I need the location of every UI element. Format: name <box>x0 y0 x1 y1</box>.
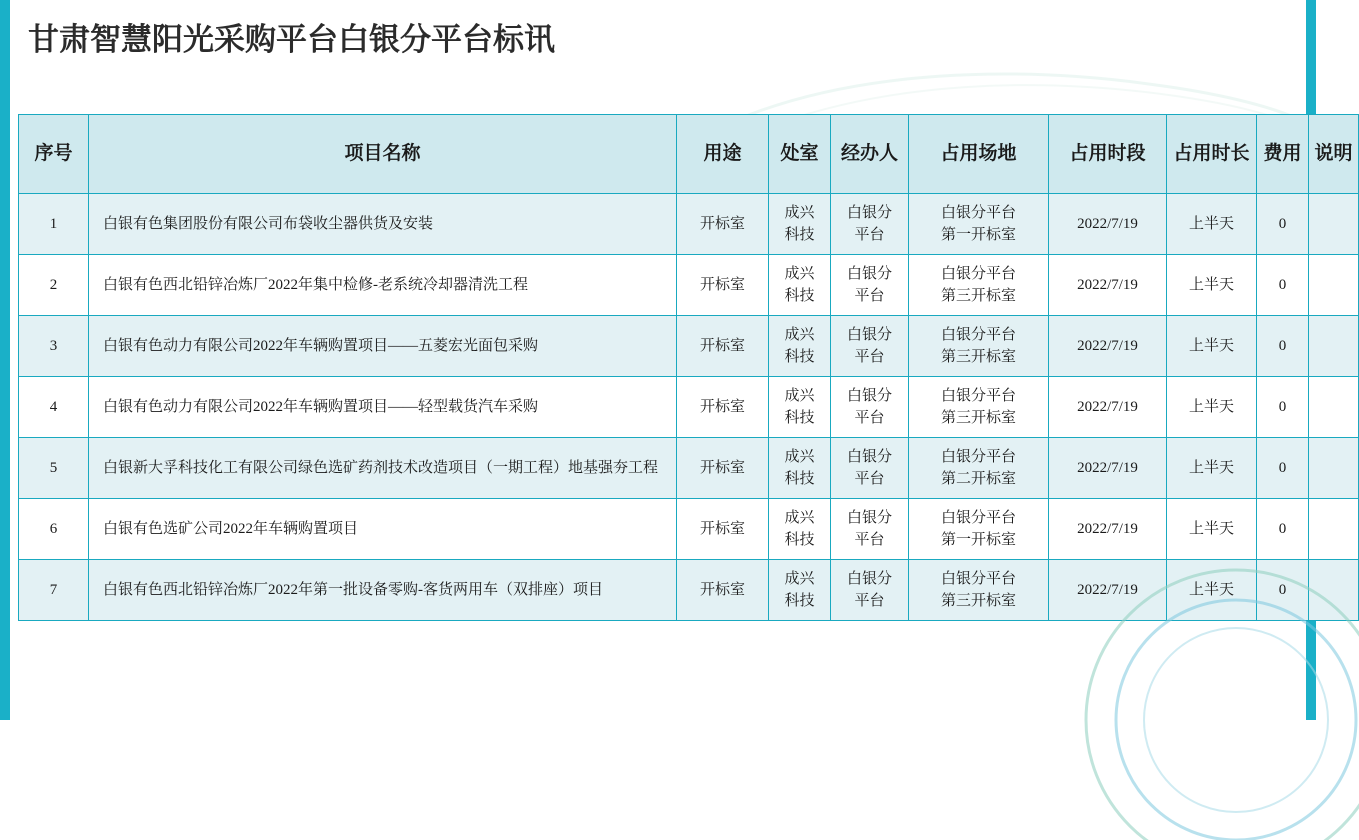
cell-note <box>1309 560 1359 621</box>
table-row <box>19 316 1359 377</box>
cell-dept <box>769 438 831 499</box>
cell-dept-line2: 科技 <box>784 593 815 609</box>
slide-page <box>10 0 1353 720</box>
cell-dept-line1: 成兴 <box>784 326 815 343</box>
cell-fee: 0 <box>1257 499 1309 560</box>
cell-agent-line1: 白银分 <box>846 387 892 404</box>
cell-date: 2022/7/19 <box>1049 499 1167 560</box>
cell-place-line1: 白银分平台 <box>940 509 1016 526</box>
cell-duration: 上半天 <box>1167 560 1257 621</box>
cell-note <box>1309 377 1359 438</box>
table-header <box>19 115 1359 194</box>
cell-agent-line1: 白银分 <box>846 265 892 282</box>
cell-project-name: 白银有色动力有限公司2022年车辆购置项目——五菱宏光面包采购 <box>89 316 677 377</box>
cell-dept-line1: 成兴 <box>784 448 815 465</box>
cell-date: 2022/7/19 <box>1049 316 1167 377</box>
cell-note <box>1309 438 1359 499</box>
cell-agent <box>831 560 909 621</box>
cell-place-line2: 第三开标室 <box>940 349 1016 365</box>
cell-duration: 上半天 <box>1167 438 1257 499</box>
cell-dept-line1: 成兴 <box>784 387 815 404</box>
cell-agent <box>831 377 909 438</box>
cell-agent <box>831 316 909 377</box>
col-header-use: 用途 <box>677 115 769 194</box>
cell-dept-line1: 成兴 <box>784 509 815 526</box>
cell-dept-line2: 科技 <box>784 410 815 426</box>
cell-dept-line2: 科技 <box>784 349 815 365</box>
cell-agent-line1: 白银分 <box>846 326 892 343</box>
col-header-duration: 占用时长 <box>1167 115 1257 194</box>
cell-place-line2: 第三开标室 <box>940 288 1016 304</box>
cell-project-name: 白银有色选矿公司2022年车辆购置项目 <box>89 499 677 560</box>
schedule-table-container <box>18 114 1353 621</box>
cell-seq: 3 <box>19 316 89 377</box>
cell-use: 开标室 <box>677 560 769 621</box>
col-header-place: 占用场地 <box>909 115 1049 194</box>
cell-place-line2: 第三开标室 <box>940 410 1016 426</box>
cell-agent-line2: 平台 <box>854 349 885 365</box>
cell-use: 开标室 <box>677 316 769 377</box>
cell-place-line1: 白银分平台 <box>940 326 1016 343</box>
cell-seq: 7 <box>19 560 89 621</box>
table-row <box>19 194 1359 255</box>
cell-place-line1: 白银分平台 <box>940 448 1016 465</box>
cell-fee: 0 <box>1257 255 1309 316</box>
cell-place-line2: 第三开标室 <box>940 593 1016 609</box>
cell-agent-line1: 白银分 <box>846 448 892 465</box>
left-accent-bar <box>0 0 10 720</box>
cell-agent-line2: 平台 <box>854 593 885 609</box>
cell-fee: 0 <box>1257 377 1309 438</box>
table-row <box>19 255 1359 316</box>
cell-project-name: 白银有色西北铅锌冶炼厂2022年第一批设备零购-客货两用车（双排座）项目 <box>89 560 677 621</box>
cell-duration: 上半天 <box>1167 255 1257 316</box>
cell-place <box>909 560 1049 621</box>
cell-use: 开标室 <box>677 377 769 438</box>
cell-project-name: 白银有色动力有限公司2022年车辆购置项目——轻型载货汽车采购 <box>89 377 677 438</box>
col-header-dept: 处室 <box>769 115 831 194</box>
cell-place <box>909 377 1049 438</box>
cell-agent-line1: 白银分 <box>846 204 892 221</box>
cell-project-name: 白银有色集团股份有限公司布袋收尘器供货及安装 <box>89 194 677 255</box>
cell-dept-line2: 科技 <box>784 532 815 548</box>
cell-project-name: 白银新大孚科技化工有限公司绿色选矿药剂技术改造项目（一期工程）地基强夯工程 <box>89 438 677 499</box>
cell-place-line2: 第二开标室 <box>940 471 1016 487</box>
cell-use: 开标室 <box>677 499 769 560</box>
cell-place-line1: 白银分平台 <box>940 387 1016 404</box>
cell-agent <box>831 438 909 499</box>
cell-fee: 0 <box>1257 194 1309 255</box>
cell-seq: 5 <box>19 438 89 499</box>
cell-duration: 上半天 <box>1167 316 1257 377</box>
cell-agent-line1: 白银分 <box>846 570 892 587</box>
table-row <box>19 499 1359 560</box>
cell-agent <box>831 194 909 255</box>
cell-place-line1: 白银分平台 <box>940 265 1016 282</box>
page-title: 甘肃智慧阳光采购平台白银分平台标讯 <box>28 22 555 57</box>
table-header-row <box>19 115 1359 194</box>
cell-dept <box>769 377 831 438</box>
cell-agent <box>831 499 909 560</box>
cell-date: 2022/7/19 <box>1049 438 1167 499</box>
cell-date: 2022/7/19 <box>1049 377 1167 438</box>
cell-dept-line1: 成兴 <box>784 570 815 587</box>
table-row <box>19 560 1359 621</box>
cell-dept <box>769 499 831 560</box>
cell-place <box>909 438 1049 499</box>
cell-note <box>1309 194 1359 255</box>
cell-duration: 上半天 <box>1167 194 1257 255</box>
cell-use: 开标室 <box>677 194 769 255</box>
cell-seq: 2 <box>19 255 89 316</box>
cell-use: 开标室 <box>677 438 769 499</box>
table-body <box>19 194 1359 621</box>
cell-project-name: 白银有色西北铅锌冶炼厂2022年集中检修-老系统冷却器清洗工程 <box>89 255 677 316</box>
cell-seq: 4 <box>19 377 89 438</box>
cell-place <box>909 316 1049 377</box>
cell-place-line2: 第一开标室 <box>940 532 1016 548</box>
cell-date: 2022/7/19 <box>1049 560 1167 621</box>
cell-duration: 上半天 <box>1167 499 1257 560</box>
cell-place-line2: 第一开标室 <box>940 227 1016 243</box>
cell-place-line1: 白银分平台 <box>940 204 1016 221</box>
cell-use: 开标室 <box>677 255 769 316</box>
cell-agent-line2: 平台 <box>854 410 885 426</box>
cell-agent-line2: 平台 <box>854 288 885 304</box>
cell-dept <box>769 560 831 621</box>
cell-fee: 0 <box>1257 438 1309 499</box>
col-header-fee: 费用 <box>1257 115 1309 194</box>
schedule-table <box>18 114 1359 621</box>
cell-duration: 上半天 <box>1167 377 1257 438</box>
cell-date: 2022/7/19 <box>1049 255 1167 316</box>
cell-place <box>909 194 1049 255</box>
cell-place <box>909 499 1049 560</box>
cell-seq: 6 <box>19 499 89 560</box>
table-row <box>19 438 1359 499</box>
cell-agent-line1: 白银分 <box>846 509 892 526</box>
cell-fee: 0 <box>1257 316 1309 377</box>
col-header-name: 项目名称 <box>89 115 677 194</box>
col-header-note: 说明 <box>1309 115 1359 194</box>
cell-dept <box>769 316 831 377</box>
cell-dept-line2: 科技 <box>784 227 815 243</box>
cell-agent-line2: 平台 <box>854 471 885 487</box>
cell-seq: 1 <box>19 194 89 255</box>
cell-agent <box>831 255 909 316</box>
cell-note <box>1309 316 1359 377</box>
cell-fee: 0 <box>1257 560 1309 621</box>
col-header-agent: 经办人 <box>831 115 909 194</box>
col-header-date: 占用时段 <box>1049 115 1167 194</box>
cell-place <box>909 255 1049 316</box>
cell-place-line1: 白银分平台 <box>940 570 1016 587</box>
cell-note <box>1309 499 1359 560</box>
col-header-seq: 序号 <box>19 115 89 194</box>
cell-dept-line1: 成兴 <box>784 265 815 282</box>
cell-note <box>1309 255 1359 316</box>
cell-dept <box>769 194 831 255</box>
cell-dept-line1: 成兴 <box>784 204 815 221</box>
cell-dept-line2: 科技 <box>784 288 815 304</box>
cell-dept <box>769 255 831 316</box>
table-row <box>19 377 1359 438</box>
cell-date: 2022/7/19 <box>1049 194 1167 255</box>
cell-agent-line2: 平台 <box>854 227 885 243</box>
cell-agent-line2: 平台 <box>854 532 885 548</box>
cell-dept-line2: 科技 <box>784 471 815 487</box>
